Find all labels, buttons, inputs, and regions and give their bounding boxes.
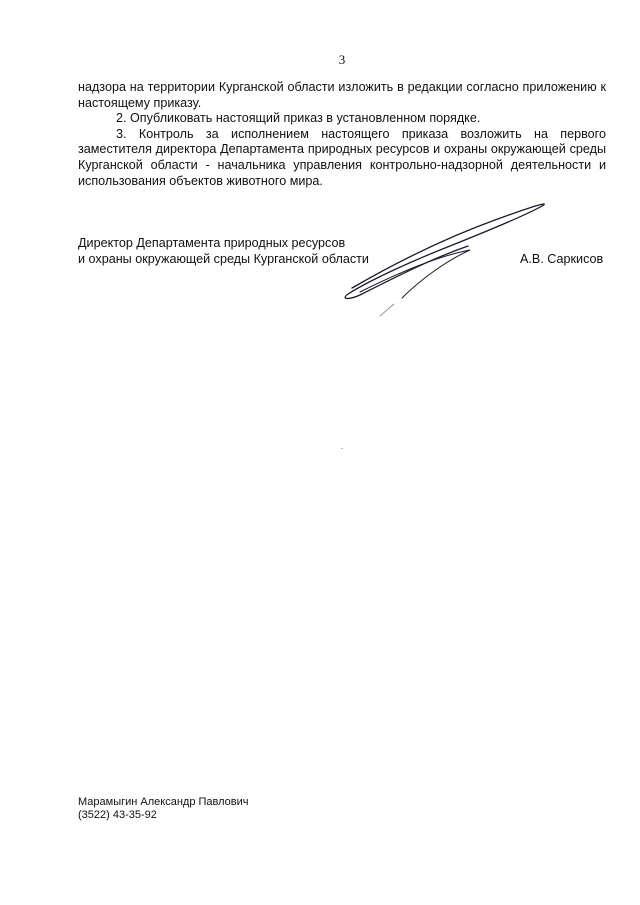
document-body — [78, 80, 606, 189]
signatory-position — [78, 236, 369, 267]
paragraph-publish: 2. Опубликовать настоящий приказ в установленном порядке. — [116, 111, 481, 126]
position-line-2: и охраны окружающей среды Курганской области — [78, 251, 369, 266]
page-number: 3 — [338, 52, 346, 67]
executor-name: Марамыгин Александр Павлович — [78, 796, 249, 808]
signer-name: А.В. Саркисов — [520, 252, 604, 266]
position-line-1: Директор Департамента природных ресурсов — [78, 236, 346, 250]
paragraph-control: 3. Контроль за исполнением настоящего приказа возложить на первого заместителя директора Департамента природных ресурсов и охраны окружающей среды Курганской области - начальника управления контрольно-надзорной деятельности и использования объектов животного мира. — [78, 126, 606, 188]
scan-speck — [341, 448, 343, 449]
executor-info — [78, 796, 248, 822]
paragraph-continuation: надзора на территории Курганской области изложить в редакции согласно приложению к настоящему приказу. — [78, 80, 606, 110]
executor-phone: (3522) 43-35-92 — [78, 809, 157, 822]
